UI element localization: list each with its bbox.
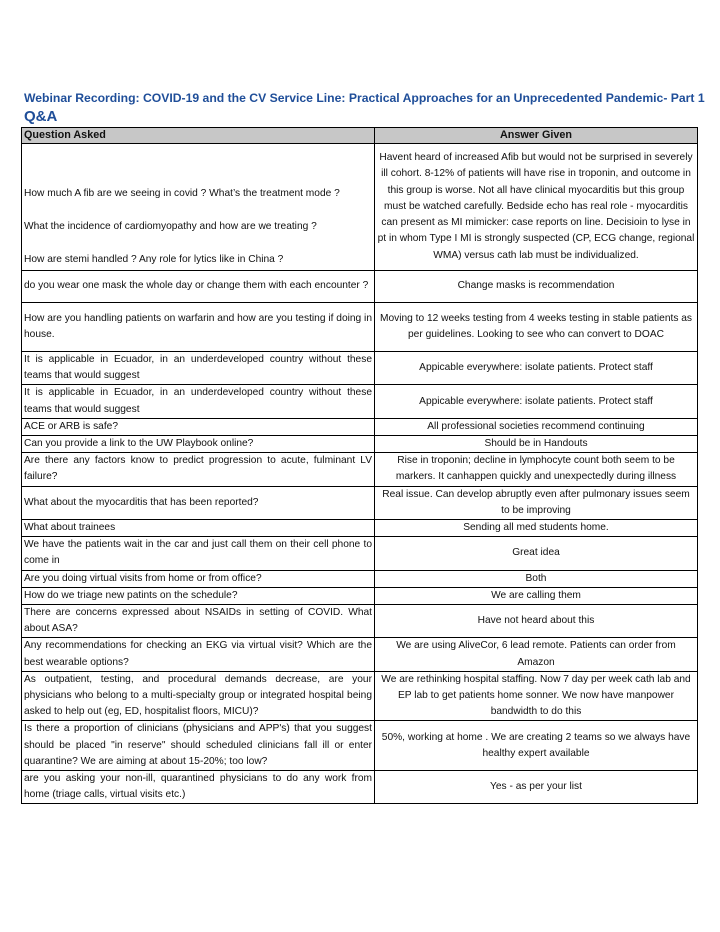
- question-cell: are you asking your non-ill, quarantined physicians to do any work from home (triage calls, virtual visits etc.): [22, 771, 375, 804]
- question-cell: Are there any factors know to predict progression to acute, fulminant LV failure?: [22, 453, 375, 486]
- table-row: [22, 638, 698, 671]
- question-cell: Any recommendations for checking an EKG via virtual visit? Which are the best wearable options?: [22, 638, 375, 671]
- question-text: What the incidence of cardiomyopathy and how are we treating ?: [24, 221, 317, 233]
- question-cell: How do we triage new patints on the schedule?: [22, 587, 375, 604]
- table-row: [22, 671, 698, 721]
- question-cell: Are you doing virtual visits from home or from office?: [22, 570, 375, 587]
- answer-cell: Should be in Handouts: [375, 436, 698, 453]
- question-cell: It is applicable in Ecuador, in an underdeveloped country without these teams that would suggest: [22, 352, 375, 385]
- question-cell: What about the myocarditis that has been reported?: [22, 486, 375, 519]
- column-header-question: Question Asked: [22, 128, 375, 144]
- qa-table: [21, 127, 698, 804]
- table-row: [22, 721, 698, 771]
- answer-cell: Appicable everywhere: isolate patients. Protect staff: [375, 385, 698, 418]
- question-text: How much A fib are we seeing in covid ? What’s the treatment mode ?: [24, 188, 340, 199]
- answer-cell: Moving to 12 weeks testing from 4 weeks testing in stable patients as per guidelines. Looking to see who can convert to DOAC: [375, 303, 698, 352]
- table-row: [22, 771, 698, 804]
- table-row: [22, 605, 698, 638]
- column-header-answer: Answer Given: [375, 128, 698, 144]
- answer-cell: Great idea: [375, 537, 698, 570]
- table-row: [22, 486, 698, 519]
- answer-cell: Rise in troponin; decline in lymphocyte count both seem to be markers. It canhappen quickly and unexpectedly during illness: [375, 453, 698, 486]
- table-row: [22, 271, 698, 303]
- answer-cell: All professional societies recommend continuing: [375, 418, 698, 435]
- question-cell: ACE or ARB is safe?: [22, 418, 375, 435]
- question-cell: [22, 144, 375, 271]
- table-row: [22, 385, 698, 418]
- table-row: [22, 537, 698, 570]
- answer-cell: We are using AliveCor, 6 lead remote. Patients can order from Amazon: [375, 638, 698, 671]
- question-cell: We have the patients wait in the car and just call them on their cell phone to come in: [22, 537, 375, 570]
- question-cell: What about trainees: [22, 520, 375, 537]
- answer-cell: Havent heard of increased Afib but would not be surprised in severely ill cohort. 8-12% of patients will have rise in troponin, and outcome in this group is worse. Not all have clinical myocarditis but this group must be watched carefully. Bedside echo has real role - myocarditis can present as MI mimicker: case reports on line. Decisioin to lyse in pt in whom Type I MI is strongly suspected (CP, ECG change, regional WMA) versus cath lab must be individualized.: [375, 144, 698, 271]
- question-cell: How are you handling patients on warfarin and how are you testing if doing in house.: [22, 303, 375, 352]
- answer-cell: Sending all med students home.: [375, 520, 698, 537]
- question-cell: As outpatient, testing, and procedural demands decrease, are your physicians who belong to a multi-specialty group or integrated hospital being asked to help out (eg, ED, hospitalist floors, MICU)?: [22, 671, 375, 721]
- answer-cell: Appicable everywhere: isolate patients. Protect staff: [375, 352, 698, 385]
- table-row: [22, 436, 698, 453]
- answer-cell: Both: [375, 570, 698, 587]
- table-header-row: [22, 128, 698, 144]
- table-row: [22, 453, 698, 486]
- answer-cell: Yes - as per your list: [375, 771, 698, 804]
- question-text: How are stemi handled ? Any role for lytics like in China ?: [24, 254, 284, 266]
- table-row: [22, 144, 698, 271]
- answer-cell: Change masks is recommendation: [375, 271, 698, 303]
- table-row: [22, 570, 698, 587]
- answer-cell: 50%, working at home . We are creating 2 teams so we always have healthy expert available: [375, 721, 698, 771]
- question-cell: do you wear one mask the whole day or change them with each encounter ?: [22, 271, 375, 303]
- answer-cell: We are rethinking hospital staffing. Now 7 day per week cath lab and EP lab to get patients home sonner. We now have manpower bandwidth to do this: [375, 671, 698, 721]
- table-row: [22, 418, 698, 435]
- table-row: [22, 352, 698, 385]
- answer-cell: We are calling them: [375, 587, 698, 604]
- question-cell: There are concerns expressed about NSAIDs in setting of COVID. What about ASA?: [22, 605, 375, 638]
- table-row: [22, 587, 698, 604]
- question-cell: Is there a proportion of clinicians (physicians and APP's) that you suggest should be placed "in reserve" should scheduled clinicians fall ill or enter quarantine? We are aiming at about 15-20%; too low?: [22, 721, 375, 771]
- question-cell: Can you provide a link to the UW Playbook online?: [22, 436, 375, 453]
- answer-cell: Have not heard about this: [375, 605, 698, 638]
- table-row: [22, 520, 698, 537]
- table-row: [22, 303, 698, 352]
- section-heading: Q&A: [24, 108, 58, 125]
- answer-cell: Real issue. Can develop abruptly even after pulmonary issues seem to be improving: [375, 486, 698, 519]
- question-cell: It is applicable in Ecuador, in an underdeveloped country without these teams that would suggest: [22, 385, 375, 418]
- document-title: Webinar Recording: COVID-19 and the CV Service Line: Practical Approaches for an Unprecedented Pandemic- Part 1: [24, 91, 705, 105]
